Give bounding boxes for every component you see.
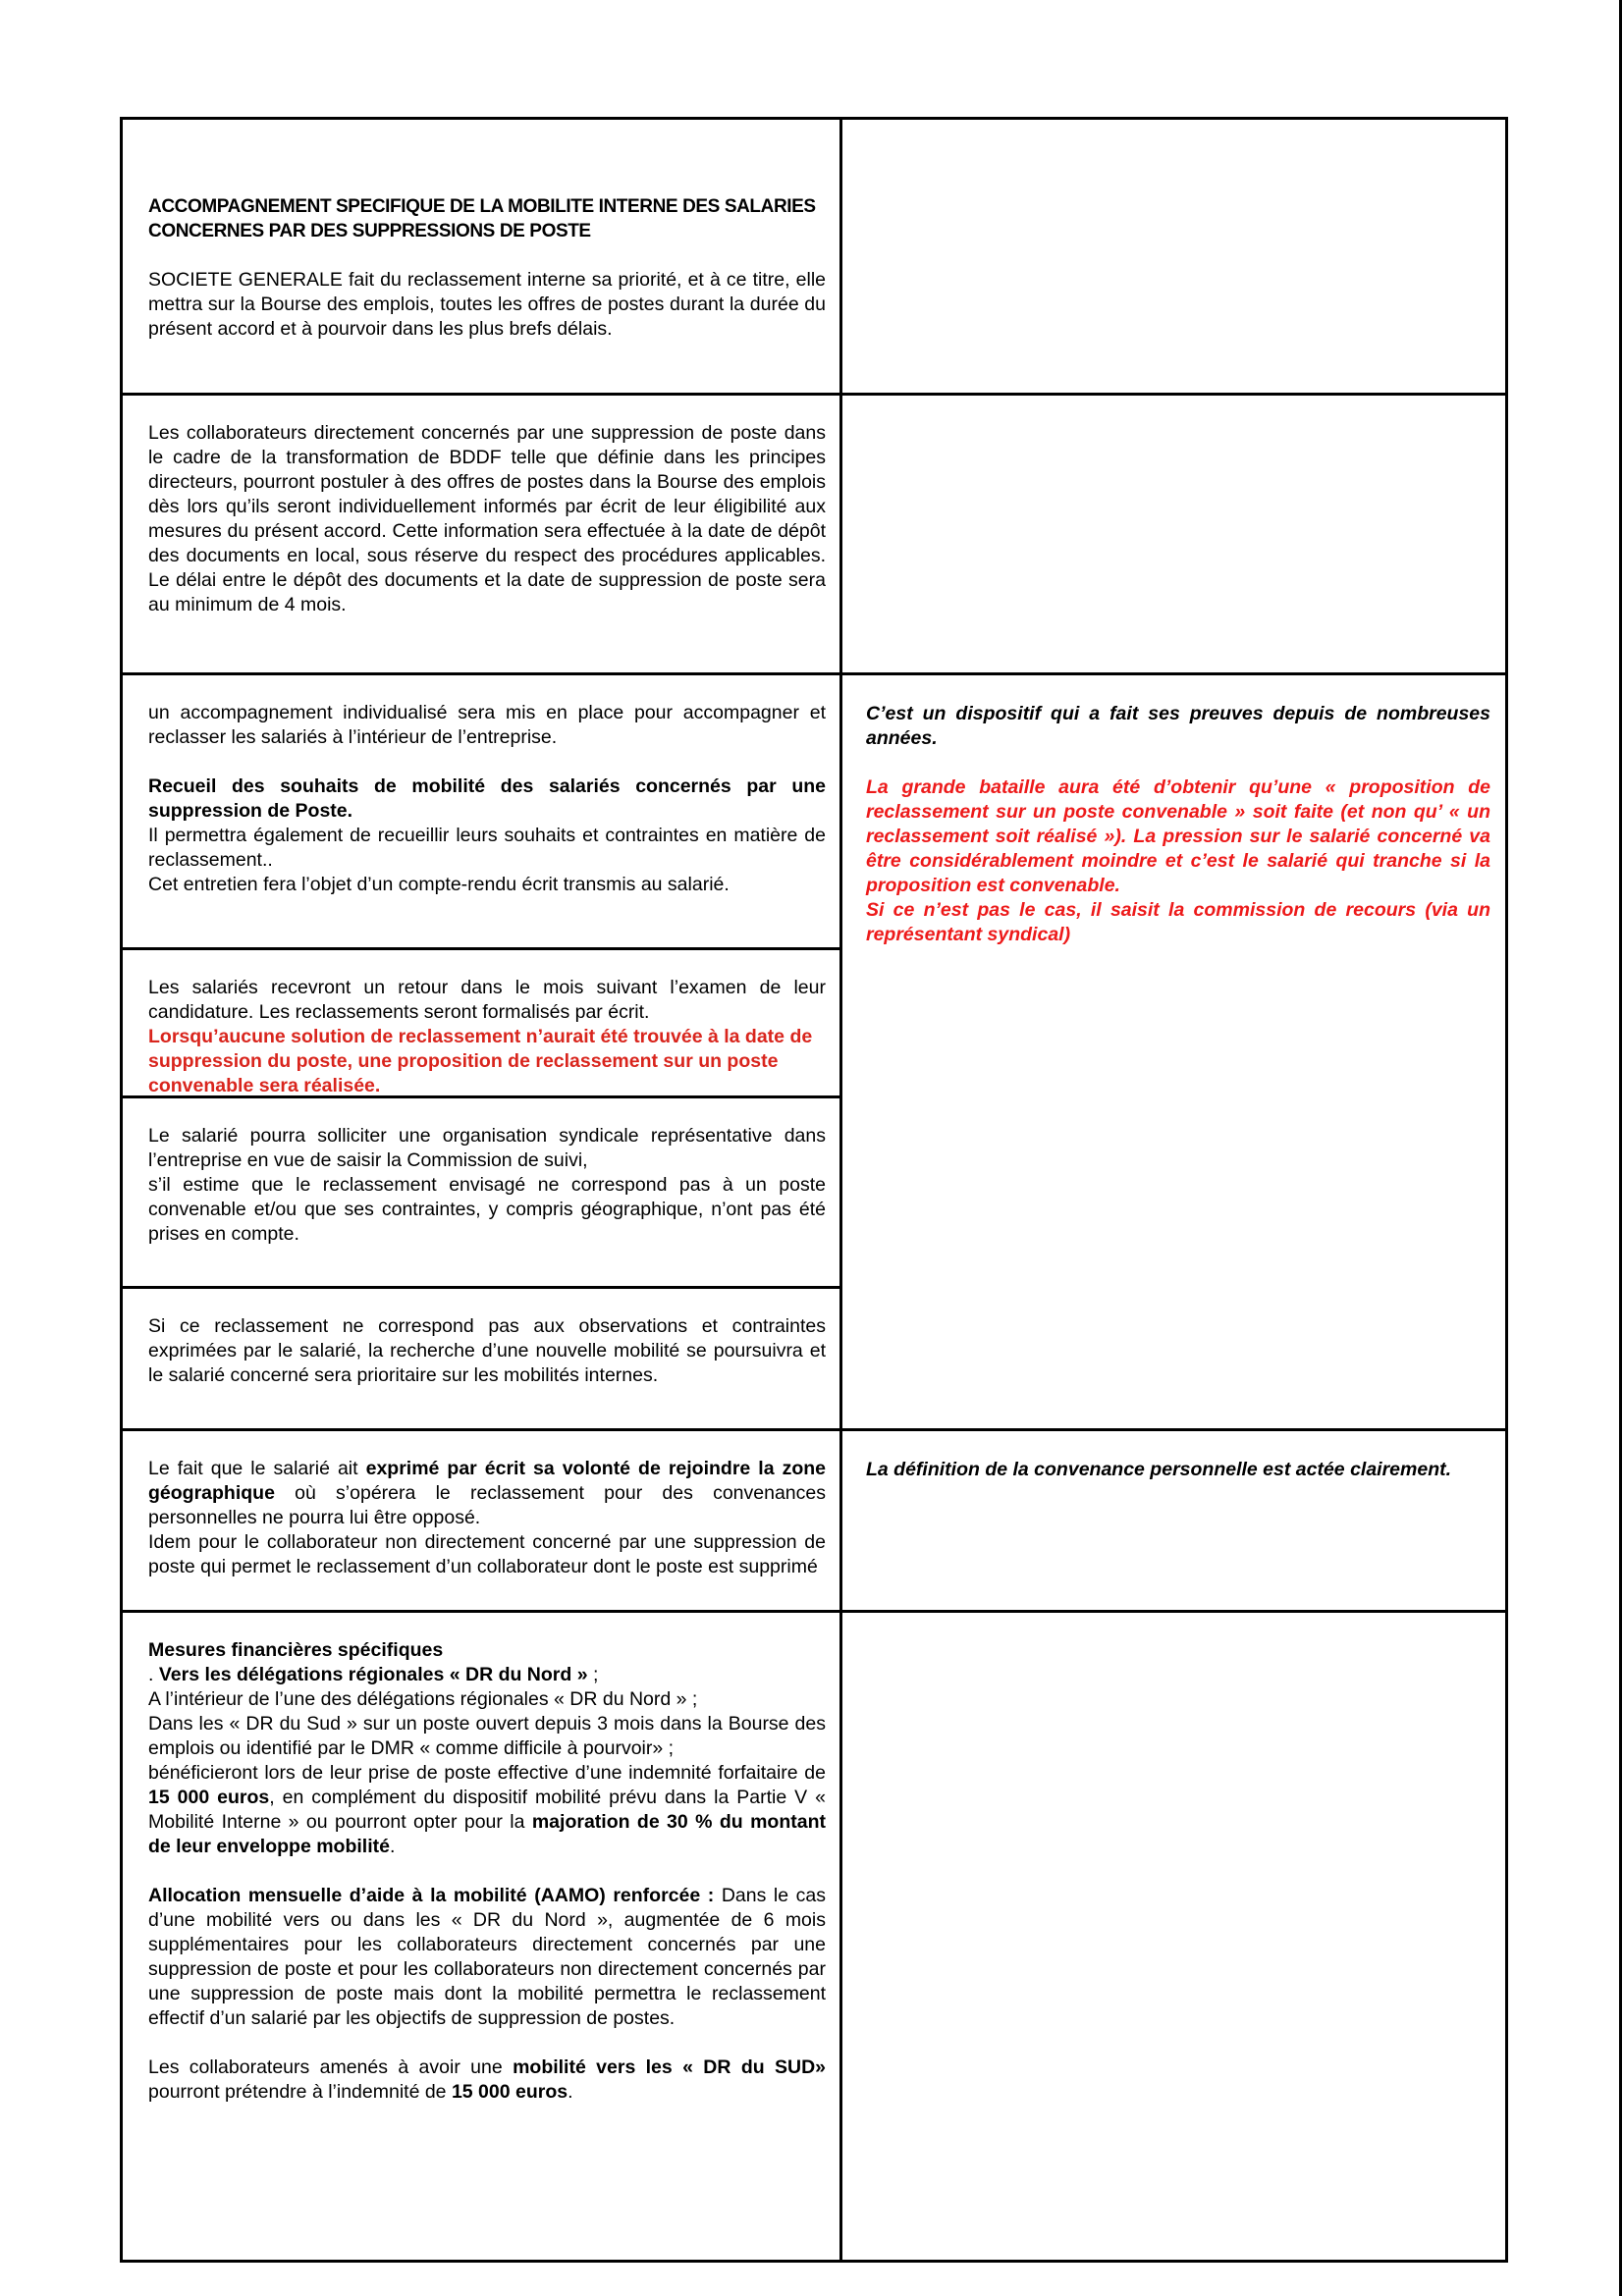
comment-commission-recours: Si ce n’est pas le cas, il saisit la commission de recours (via un représentant syndical) bbox=[866, 899, 1490, 945]
paragraph-solution-reclassement: Lorsqu’aucune solution de reclassement n’aurait été trouvée à la date de suppression du poste, une proposition de reclassement sur un poste convenable sera réalisée. bbox=[148, 1026, 813, 1095]
comment-grande-bataille: La grande bataille aura été d’obtenir qu’une « proposition de reclassement sur un poste convenable » soit faite (et non qu’ « un reclassement soit réalisé »). La pression sur le salarié concerné va être considérablement moindre et c’est le salarié qui tranche si la proposition est convenable. bbox=[866, 776, 1490, 896]
cell-retour-left bbox=[120, 947, 839, 1095]
blank-line bbox=[148, 2031, 826, 2056]
text-segment-bold: Vers les délégations régionales « DR du Nord » bbox=[158, 1664, 588, 1685]
cell-accompagnement-left bbox=[120, 672, 839, 947]
cell-convenance-right bbox=[839, 1428, 1505, 1610]
text-segment-bold: 15 000 euros bbox=[451, 2081, 568, 2103]
section-title: ACCOMPAGNEMENT SPECIFIQUE DE LA MOBILITE INTERNE DES SALARIES CONCERNES PAR DES SUPPRESSIONS DE POSTE bbox=[148, 196, 816, 241]
text-segment-bold: mobilité vers les « DR du SUD» bbox=[513, 2056, 827, 2078]
cell-syndicale-left bbox=[120, 1095, 839, 1286]
blank-line bbox=[148, 1859, 826, 1884]
paragraph-accompagnement: un accompagnement individualisé sera mis en place pour accompagner et reclasser les salariés à l’intérieur de l’entreprise. bbox=[148, 702, 826, 748]
paragraph-solliciter: Le salarié pourra solliciter une organisation syndicale représentative dans l’entreprise en vue de saisir la Commission de suivi, bbox=[148, 1125, 826, 1171]
agreement-comments-table bbox=[120, 117, 1508, 2263]
comment-dispositif: C’est un dispositif qui a fait ses preuves depuis de nombreuses années. bbox=[866, 703, 1490, 749]
text-segment: Dans le cas d’une mobilité vers ou dans les « DR du Nord », augmentée de 6 mois supplémentaires pour les collaborateurs directement concernés par une suppression de poste et pour les collaborateurs non directement concernés par une suppression de poste mais dont la mobilité permettra le reclassement effectif d’un salarié par les objectifs de suppression de postes. bbox=[148, 1885, 826, 2029]
heading-recueil-souhaits: Recueil des souhaits de mobilité des salariés concernés par une suppression de Poste. bbox=[148, 775, 826, 822]
text-segment-bold: Allocation mensuelle d’aide à la mobilité (AAMO) renforcée : bbox=[148, 1885, 722, 1906]
text-segment-bold: exprimé par écrit sa volonté de rejoindre la zone géographique bbox=[148, 1458, 826, 1504]
cell-volonte-left bbox=[120, 1428, 839, 1610]
text-segment: bénéficieront lors de leur prise de poste effective d’une indemnité forfaitaire de bbox=[148, 1762, 826, 1784]
cell-collaborateurs-left bbox=[120, 393, 839, 672]
paragraph-interieur-delegations: A l’intérieur de l’une des délégations régionales « DR du Nord » ; bbox=[148, 1688, 698, 1710]
cell-mesures-right-empty bbox=[839, 1610, 1505, 2260]
paragraph-dr-sud: Dans les « DR du Sud » sur un poste ouvert depuis 3 mois dans la Bourse des emplois ou identifié par le DMR « comme difficile à pourvoir» ; bbox=[148, 1713, 826, 1759]
paragraph-aamo bbox=[148, 1884, 826, 2031]
cell-observations-left bbox=[120, 1286, 839, 1428]
paragraph-observations: Si ce reclassement ne correspond pas aux observations et contraintes exprimées par le salarié, la recherche d’une nouvelle mobilité se poursuivra et le salarié concerné sera prioritaire sur les mobilités internes. bbox=[148, 1315, 826, 1386]
paragraph-idem: Idem pour le collaborateur non directement concerné par une suppression de poste qui permet le reclassement d’un collaborateur dont le poste est supprimé bbox=[148, 1531, 826, 1577]
paragraph-indemnite bbox=[148, 1761, 826, 1859]
cell-comments-merged bbox=[839, 672, 1505, 1428]
text-segment: pourront prétendre à l’indemnité de bbox=[148, 2081, 452, 2103]
cell-intro-left bbox=[120, 117, 839, 393]
paragraph-estime: s’il estime que le reclassement envisagé ne correspond pas à un poste convenable et/ou que ses contraintes, y compris géographique, n’ont pas été prises en compte. bbox=[148, 1174, 826, 1245]
paragraph-volonte bbox=[148, 1457, 826, 1530]
text-segment: , en complément du dispositif mobilité prévu dans la Partie V « Mobilité Interne » ou pourront opter pour la bbox=[148, 1787, 826, 1833]
paragraph-mobilite-sud bbox=[148, 2056, 826, 2105]
text-segment: Le fait que le salarié ait bbox=[148, 1458, 366, 1479]
cell-collaborateurs-right-empty bbox=[839, 393, 1505, 672]
blank-line bbox=[866, 751, 1490, 775]
paragraph-recueillir: Il permettra également de recueillir leurs souhaits et contraintes en matière de reclassement.. bbox=[148, 825, 826, 871]
text-segment: . bbox=[389, 1836, 396, 1857]
text-segment: Les collaborateurs amenés à avoir une bbox=[148, 2056, 514, 2078]
text-segment: . bbox=[568, 2081, 573, 2103]
text-segment: ; bbox=[587, 1664, 599, 1685]
paragraph-entretien: Cet entretien fera l’objet d’un compte-rendu écrit transmis au salarié. bbox=[148, 874, 730, 895]
scan-edge-artifact bbox=[1619, 0, 1622, 2296]
cell-mesures-left bbox=[120, 1610, 839, 2260]
text-segment-bold: 15 000 euros bbox=[148, 1787, 270, 1808]
comment-convenance: La définition de la convenance personnelle est actée clairement. bbox=[866, 1459, 1452, 1480]
paragraph-retour: Les salariés recevront un retour dans le mois suivant l’examen de leur candidature. Les reclassements seront formalisés par écrit. bbox=[148, 977, 826, 1023]
text-segment-bold: majoration de 30 % du montant de leur enveloppe mobilité bbox=[148, 1811, 826, 1857]
paragraph-vers-dr-nord bbox=[148, 1663, 826, 1687]
text-segment: où s’opérera le reclassement pour des convenances personnelles ne pourra lui être opposé. bbox=[148, 1482, 826, 1528]
paragraph-collaborateurs: Les collaborateurs directement concernés par une suppression de poste dans le cadre de la transformation de BDDF telle que définie dans les principes directeurs, pourront postuler à des offres de postes dans la Bourse des emplois dès lors qu’ils seront individuellement informés par écrit de leur éligibilité aux mesures du présent accord. Cette information sera effectuée à la date de dépôt des documents en local, sous réserve du respect des procédures applicables. Le délai entre le dépôt des documents et la date de suppression de poste sera au minimum de 4 mois. bbox=[148, 422, 826, 615]
text-segment: . bbox=[148, 1664, 159, 1685]
heading-mesures-financieres: Mesures financières spécifiques bbox=[148, 1639, 444, 1661]
blank-line bbox=[148, 750, 826, 774]
cell-intro-right-empty bbox=[839, 117, 1505, 393]
paragraph-societe-generale: SOCIETE GENERALE fait du reclassement interne sa priorité, et à ce titre, elle mettra sur la Bourse des emplois, toutes les offres de postes durant la durée du présent accord et à pourvoir dans les plus brefs délais. bbox=[148, 269, 826, 340]
